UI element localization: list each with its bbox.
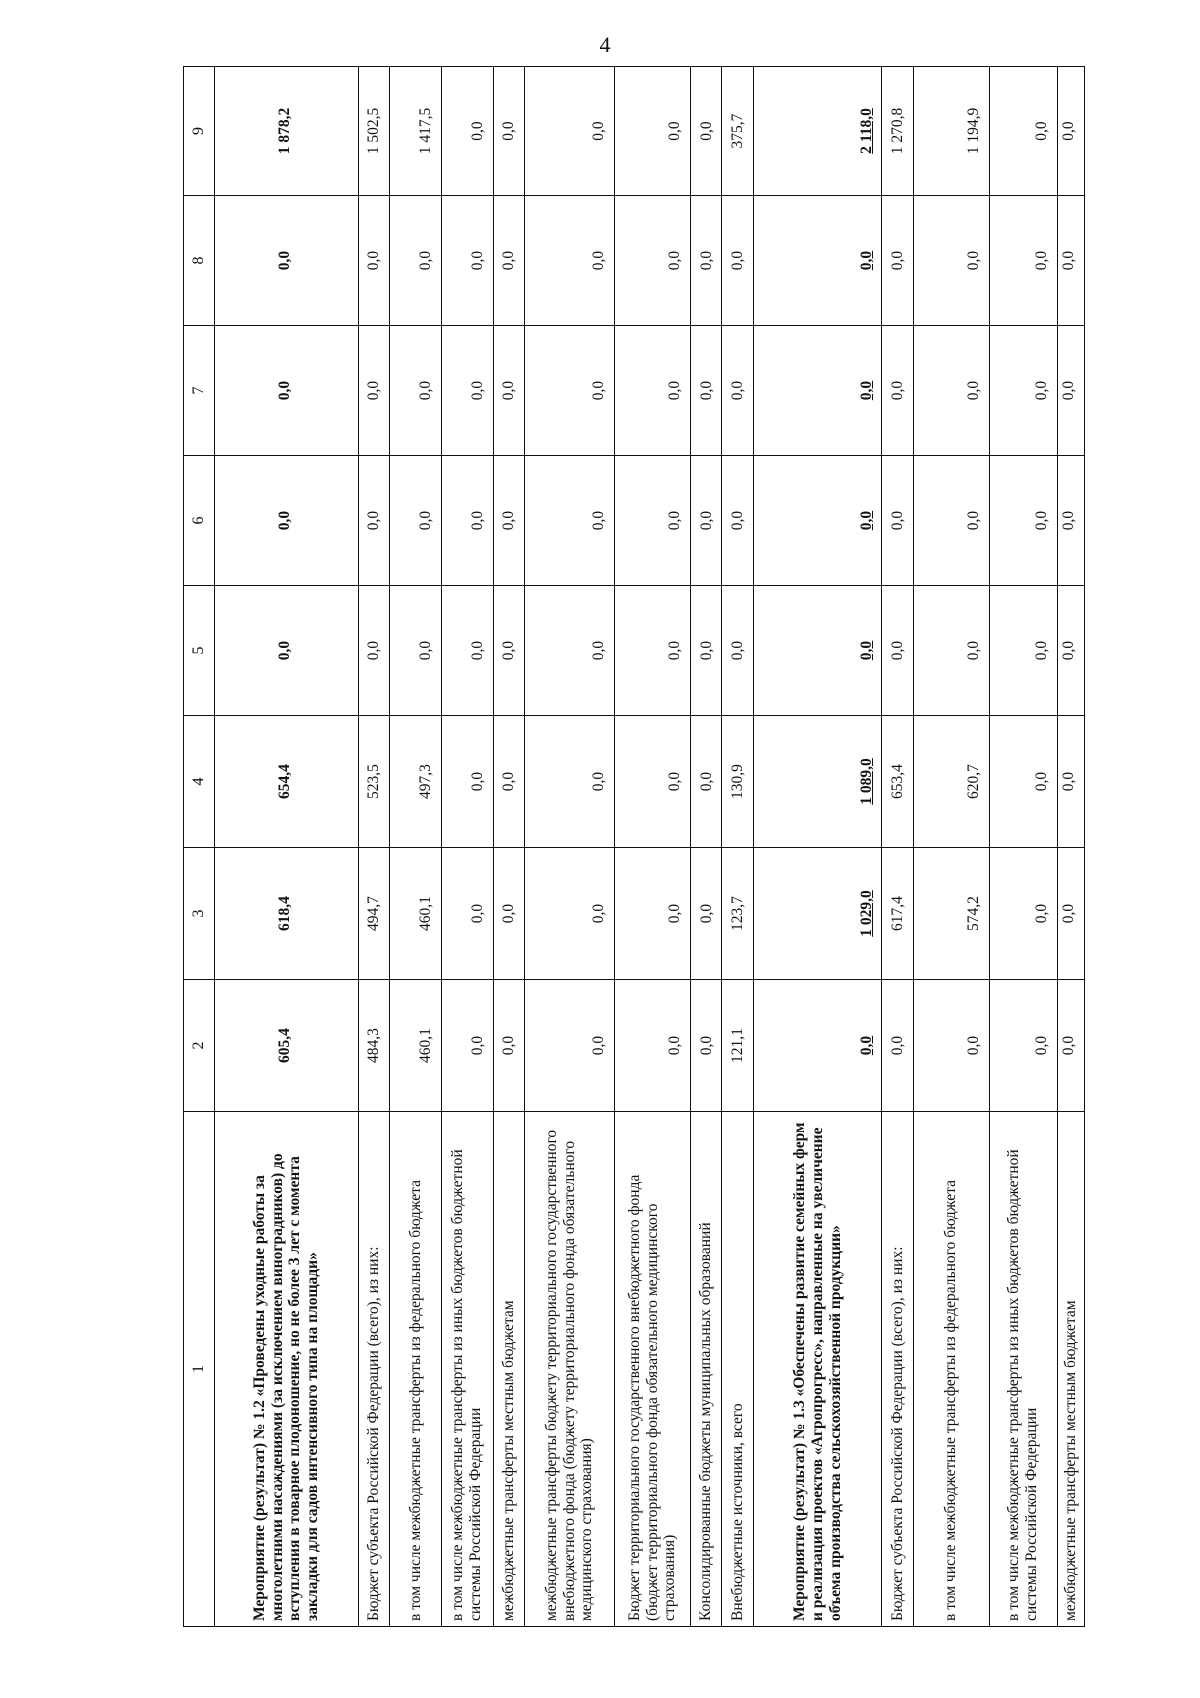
cell-value: 0,0 xyxy=(524,67,614,196)
row-label: Бюджет субъекта Российской Федерации (всего), из них: xyxy=(358,1112,389,1627)
column-header: 7 xyxy=(184,326,215,456)
cell-value: 0,0 xyxy=(493,326,524,456)
cell-value: 0,0 xyxy=(691,980,722,1112)
cell-value: 375,7 xyxy=(722,67,753,196)
cell-value: 0,0 xyxy=(989,716,1057,848)
cell-value: 0,0 xyxy=(989,848,1057,980)
cell-value: 1 502,5 xyxy=(358,67,389,196)
row-label: Бюджет территориального государственного внебюджетного фонда (бюджет территориального фонда обязательного медицинского страхования) xyxy=(615,1112,691,1627)
cell-value: 0,0 xyxy=(753,326,882,456)
row-label: Бюджет субъекта Российской Федерации (всего), из них: xyxy=(882,1112,913,1627)
cell-value: 0,0 xyxy=(691,848,722,980)
cell-value: 0,0 xyxy=(524,456,614,586)
row-label: в том числе межбюджетные трансферты из федерального бюджета xyxy=(913,1112,989,1627)
row-label: межбюджетные трансферты бюджету территориального государственного внебюджетного фонда (бюджету территориального фонда обязательного медицинского страхования) xyxy=(524,1112,614,1627)
cell-value: 0,0 xyxy=(691,67,722,196)
cell-value: 0,0 xyxy=(390,456,442,586)
cell-value: 0,0 xyxy=(615,586,691,716)
column-header: 9 xyxy=(184,67,215,196)
cell-value: 0,0 xyxy=(913,456,989,586)
cell-value: 484,3 xyxy=(358,980,389,1112)
cell-value: 618,4 xyxy=(215,848,359,980)
cell-value: 0,0 xyxy=(1057,456,1084,586)
cell-value: 123,7 xyxy=(722,848,753,980)
cell-value: 1 089,0 xyxy=(753,716,882,848)
cell-value: 0,0 xyxy=(913,326,989,456)
cell-value: 605,4 xyxy=(215,980,359,1112)
cell-value: 0,0 xyxy=(215,326,359,456)
cell-value: 0,0 xyxy=(493,716,524,848)
table-row xyxy=(441,67,493,1627)
cell-value: 0,0 xyxy=(1057,980,1084,1112)
cell-value: 1 417,5 xyxy=(390,67,442,196)
cell-value: 0,0 xyxy=(615,848,691,980)
cell-value: 0,0 xyxy=(441,456,493,586)
cell-value: 0,0 xyxy=(524,848,614,980)
cell-value: 0,0 xyxy=(524,586,614,716)
cell-value: 1 270,8 xyxy=(882,67,913,196)
cell-value: 0,0 xyxy=(691,326,722,456)
column-header: 3 xyxy=(184,848,215,980)
cell-value: 0,0 xyxy=(913,196,989,326)
cell-value: 0,0 xyxy=(1057,326,1084,456)
row-label: Мероприятие (результат) № 1.3 «Обеспечены развитие семейных ферм и реализация проектов «Агропрогресс», направленные на увеличение объема производства сельскохозяйственной продукции» xyxy=(753,1112,882,1627)
cell-value: 0,0 xyxy=(882,196,913,326)
row-label: Консолидированные бюджеты муниципальных образований xyxy=(691,1112,722,1627)
table-row xyxy=(691,67,722,1627)
table-row xyxy=(1057,67,1084,1627)
table-row xyxy=(989,67,1057,1627)
cell-value: 0,0 xyxy=(493,67,524,196)
cell-value: 0,0 xyxy=(441,716,493,848)
row-label: в том числе межбюджетные трансферты из иных бюджетов бюджетной системы Российской Федерации xyxy=(441,1112,493,1627)
cell-value: 460,1 xyxy=(390,980,442,1112)
cell-value: 121,1 xyxy=(722,980,753,1112)
page-number: 4 xyxy=(599,32,611,57)
cell-value: 2 118,0 xyxy=(753,67,882,196)
cell-value: 0,0 xyxy=(882,456,913,586)
cell-value: 654,4 xyxy=(215,716,359,848)
cell-value: 0,0 xyxy=(441,980,493,1112)
row-label: в том числе межбюджетные трансферты из федерального бюджета xyxy=(390,1112,442,1627)
cell-value: 0,0 xyxy=(441,67,493,196)
cell-value: 1 029,0 xyxy=(753,848,882,980)
cell-value: 0,0 xyxy=(524,326,614,456)
cell-value: 0,0 xyxy=(615,980,691,1112)
column-header: 8 xyxy=(184,196,215,326)
cell-value: 0,0 xyxy=(989,456,1057,586)
column-header: 1 xyxy=(184,1112,215,1627)
column-header: 5 xyxy=(184,586,215,716)
cell-value: 0,0 xyxy=(691,196,722,326)
rotated-table-wrapper xyxy=(183,67,1085,1627)
table-row xyxy=(722,67,753,1627)
cell-value: 0,0 xyxy=(615,456,691,586)
cell-value: 0,0 xyxy=(441,326,493,456)
cell-value: 617,4 xyxy=(882,848,913,980)
cell-value: 0,0 xyxy=(358,196,389,326)
cell-value: 0,0 xyxy=(615,67,691,196)
column-header: 2 xyxy=(184,980,215,1112)
row-label: межбюджетные трансферты местным бюджетам xyxy=(493,1112,524,1627)
budget-table xyxy=(183,66,1085,1627)
cell-value: 0,0 xyxy=(615,326,691,456)
section-row xyxy=(215,67,359,1627)
cell-value: 0,0 xyxy=(390,326,442,456)
cell-value: 0,0 xyxy=(215,456,359,586)
cell-value: 0,0 xyxy=(753,586,882,716)
cell-value: 0,0 xyxy=(390,196,442,326)
cell-value: 0,0 xyxy=(215,196,359,326)
cell-value: 0,0 xyxy=(1057,848,1084,980)
table-row xyxy=(913,67,989,1627)
cell-value: 0,0 xyxy=(441,586,493,716)
cell-value: 0,0 xyxy=(913,586,989,716)
row-label: Внебюджетные источники, всего xyxy=(722,1112,753,1627)
column-header: 4 xyxy=(184,716,215,848)
table-row xyxy=(524,67,614,1627)
cell-value: 0,0 xyxy=(882,326,913,456)
cell-value: 0,0 xyxy=(493,848,524,980)
cell-value: 620,7 xyxy=(913,716,989,848)
cell-value: 0,0 xyxy=(615,716,691,848)
cell-value: 494,7 xyxy=(358,848,389,980)
cell-value: 0,0 xyxy=(989,586,1057,716)
cell-value: 0,0 xyxy=(493,586,524,716)
row-label: в том числе межбюджетные трансферты из иных бюджетов бюджетной системы Российской Федерации xyxy=(989,1112,1057,1627)
cell-value: 0,0 xyxy=(390,586,442,716)
cell-value: 0,0 xyxy=(524,716,614,848)
table-row xyxy=(882,67,913,1627)
cell-value: 523,5 xyxy=(358,716,389,848)
cell-value: 1 878,2 xyxy=(215,67,359,196)
cell-value: 0,0 xyxy=(722,326,753,456)
cell-value: 0,0 xyxy=(722,196,753,326)
cell-value: 0,0 xyxy=(358,456,389,586)
header-row xyxy=(184,67,215,1627)
cell-value: 0,0 xyxy=(615,196,691,326)
cell-value: 0,0 xyxy=(524,196,614,326)
cell-value: 0,0 xyxy=(753,456,882,586)
cell-value: 0,0 xyxy=(524,980,614,1112)
table-row xyxy=(493,67,524,1627)
cell-value: 0,0 xyxy=(753,196,882,326)
cell-value: 0,0 xyxy=(989,196,1057,326)
cell-value: 0,0 xyxy=(722,586,753,716)
cell-value: 0,0 xyxy=(913,980,989,1112)
cell-value: 653,4 xyxy=(882,716,913,848)
cell-value: 0,0 xyxy=(691,586,722,716)
cell-value: 1 194,9 xyxy=(913,67,989,196)
cell-value: 0,0 xyxy=(441,848,493,980)
section-row xyxy=(753,67,882,1627)
row-label: Мероприятие (результат) № 1.2 «Проведены уходные работы за многолетними насаждениями (за исключением виноградников) до вступления в товарное плодоношение, но не более 3 лет с момента закладки для садов интенсивного типа на площади» xyxy=(215,1112,359,1627)
cell-value: 0,0 xyxy=(358,326,389,456)
cell-value: 0,0 xyxy=(1057,716,1084,848)
cell-value: 0,0 xyxy=(989,980,1057,1112)
cell-value: 0,0 xyxy=(493,980,524,1112)
cell-value: 0,0 xyxy=(722,456,753,586)
cell-value: 0,0 xyxy=(989,326,1057,456)
cell-value: 0,0 xyxy=(691,456,722,586)
cell-value: 460,1 xyxy=(390,848,442,980)
cell-value: 0,0 xyxy=(989,67,1057,196)
table-row xyxy=(390,67,442,1627)
table-row xyxy=(615,67,691,1627)
cell-value: 0,0 xyxy=(882,980,913,1112)
table-body xyxy=(215,67,1085,1627)
cell-value: 0,0 xyxy=(493,456,524,586)
cell-value: 0,0 xyxy=(358,586,389,716)
cell-value: 130,9 xyxy=(722,716,753,848)
column-header: 6 xyxy=(184,456,215,586)
row-label: межбюджетные трансферты местным бюджетам xyxy=(1057,1112,1084,1627)
cell-value: 0,0 xyxy=(441,196,493,326)
cell-value: 0,0 xyxy=(1057,586,1084,716)
cell-value: 0,0 xyxy=(691,716,722,848)
cell-value: 0,0 xyxy=(882,586,913,716)
cell-value: 0,0 xyxy=(1057,67,1084,196)
cell-value: 574,2 xyxy=(913,848,989,980)
cell-value: 0,0 xyxy=(1057,196,1084,326)
table-row xyxy=(358,67,389,1627)
cell-value: 0,0 xyxy=(215,586,359,716)
cell-value: 497,3 xyxy=(390,716,442,848)
cell-value: 0,0 xyxy=(753,980,882,1112)
cell-value: 0,0 xyxy=(493,196,524,326)
